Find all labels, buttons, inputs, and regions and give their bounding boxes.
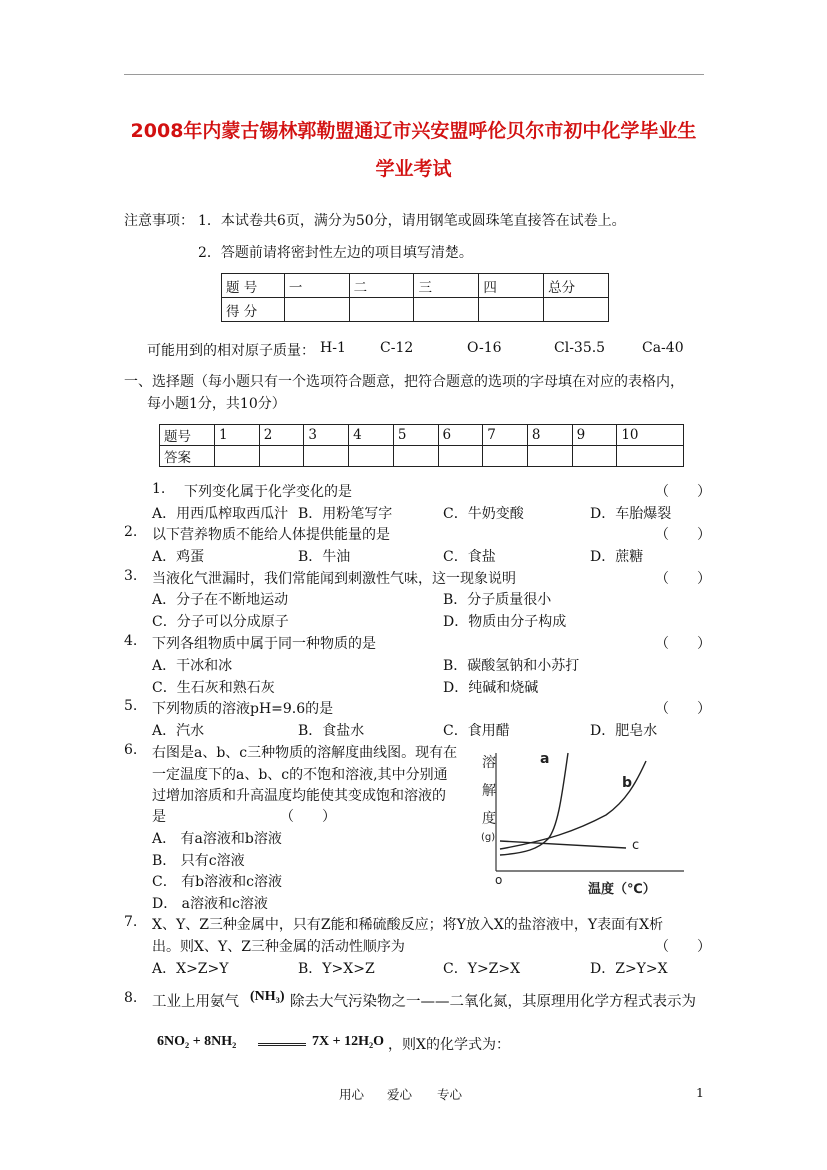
q1-option-b: B．用粉笔写字 [298, 506, 393, 522]
curve-a [500, 753, 568, 855]
answer-cell[interactable] [483, 446, 528, 467]
q5-answer-paren[interactable]: （ ） [655, 701, 711, 717]
q1-stem: 下列变化属于化学变化的是 [184, 484, 352, 500]
q6-option-c: C． 有b溶液和c溶液 [152, 874, 282, 890]
answer-cell[interactable] [438, 446, 483, 467]
score-table-cell: 三 [414, 274, 479, 298]
q4-option-a: A．干冰和冰 [152, 658, 233, 674]
q2-answer-paren[interactable]: （ ） [655, 527, 711, 543]
score-table-cell: 四 [479, 274, 544, 298]
curve-label-b: b [622, 775, 633, 791]
q6-answer-paren[interactable]: （ ） [280, 809, 336, 825]
q4-number: 4. [124, 633, 138, 649]
score-table-cell[interactable] [479, 298, 544, 322]
score-table-cell: 二 [349, 274, 414, 298]
answer-table-cell: 5 [393, 425, 438, 446]
score-table-cell: 题 号 [222, 274, 285, 298]
atomic-mass-o: O-16 [467, 340, 502, 356]
q3-stem: 当液化气泄漏时，我们常能闻到刺激性气味，这一现象说明 [152, 571, 516, 587]
q3-option-a: A．分子在不断地运动 [152, 592, 289, 608]
q2-option-d: D．蔗糖 [590, 549, 644, 565]
score-table-cell[interactable] [544, 298, 609, 322]
solubility-chart [476, 745, 700, 897]
q1-option-c: C．牛奶变酸 [443, 506, 524, 522]
notes-label: 注意事项： [124, 213, 194, 229]
q6-option-d: D． a溶液和c溶液 [152, 896, 268, 912]
atomic-mass-label: 可能用到的相对原子质量： [147, 343, 315, 359]
q6-option-b: B． 只有c溶液 [152, 853, 245, 869]
q3-option-d: D．物质由分子构成 [443, 614, 567, 630]
q7-option-c: C．Y>Z>X [443, 961, 521, 977]
footer-item: 专心 [437, 1087, 463, 1102]
q5-option-d: D．肥皂水 [590, 723, 658, 739]
answer-table-cell: 题号 [160, 425, 215, 446]
q4-answer-paren[interactable]: （ ） [655, 636, 711, 652]
answer-table-cell: 9 [572, 425, 617, 446]
q5-stem: 下列物质的溶液pH=9.6的是 [152, 701, 334, 717]
q8-nh3: (NH₃) [250, 989, 285, 1004]
score-table-cell[interactable] [349, 298, 414, 322]
answer-cell[interactable] [259, 446, 304, 467]
y-label-char: 溶 [482, 755, 496, 771]
q7-option-d: D．Z>Y>X [590, 961, 668, 977]
equation-arrow [258, 1043, 306, 1046]
score-table [221, 273, 609, 322]
answer-cell[interactable] [304, 446, 349, 467]
q6-line2: 一定温度下的a、b、c的不饱和溶液,其中分别通 [152, 767, 448, 783]
q7-option-a: A．X>Z>Y [152, 961, 229, 977]
answer-table-cell: 答案 [160, 446, 215, 467]
footer-item: 用心 [339, 1087, 365, 1102]
score-table-cell: 总分 [544, 274, 609, 298]
q6-option-a: A． 有a溶液和b溶液 [152, 831, 282, 847]
q5-number: 5. [124, 698, 138, 714]
q7-answer-paren[interactable]: （ ） [655, 939, 711, 955]
answer-cell[interactable] [617, 446, 684, 467]
y-label-unit: (g) [481, 832, 496, 843]
q4-option-c: C．生石灰和熟石灰 [152, 680, 275, 696]
q2-option-b: B．牛油 [298, 549, 351, 565]
q3-option-c: C．分子可以分成原子 [152, 614, 289, 630]
q4-option-b: B．碳酸氢钠和小苏打 [443, 658, 580, 674]
q1-option-a: A．用西瓜榨取西瓜汁 [152, 506, 289, 522]
q5-option-b: B．食盐水 [298, 723, 365, 739]
q5-option-c: C．食用醋 [443, 723, 510, 739]
answer-table-cell: 3 [304, 425, 349, 446]
q2-option-a: A．鸡蛋 [152, 549, 205, 565]
atomic-mass-ca: Ca-40 [642, 340, 684, 356]
notes-item-1: 1．本试卷共6页，满分为50分，请用钢笔或圆珠笔直接答在试卷上。 [198, 213, 626, 229]
section1-heading-line2: 每小题1分，共10分） [147, 396, 286, 412]
q6-line4: 是 [152, 809, 166, 825]
footer-item: 爱心 [387, 1087, 413, 1102]
x-axis-label: 温度（℃） [588, 882, 656, 897]
score-table-cell[interactable] [414, 298, 479, 322]
origin-label: o [495, 873, 503, 887]
atomic-mass-cl: Cl-35.5 [554, 340, 606, 356]
answer-table [159, 424, 684, 467]
q3-answer-paren[interactable]: （ ） [655, 571, 711, 587]
q6-line3: 过增加溶质和升高温度均能使其变成饱和溶液的 [152, 788, 446, 804]
answer-cell[interactable] [349, 446, 394, 467]
q4-stem: 下列各组物质中属于同一种物质的是 [152, 636, 376, 652]
answer-cell[interactable] [215, 446, 260, 467]
q4-option-d: D．纯碱和烧碱 [443, 680, 539, 696]
answer-table-cell: 4 [349, 425, 394, 446]
answer-cell[interactable] [527, 446, 572, 467]
score-table-cell: 一 [284, 274, 349, 298]
q8-line1-end: 除去大气污染物之一——二氧化氮，其原理用化学方程式表示为 [290, 994, 696, 1010]
q8-line1-start: 工业上用氨气 [152, 994, 239, 1010]
score-table-cell[interactable] [284, 298, 349, 322]
curve-c [500, 841, 626, 848]
atomic-mass-c: C-12 [380, 340, 414, 356]
answer-cell[interactable] [572, 446, 617, 467]
q3-option-b: B．分子质量很小 [443, 592, 552, 608]
q6-number: 6. [124, 742, 138, 758]
q2-number: 2. [124, 524, 138, 540]
y-label-char: 解 [482, 783, 496, 799]
page-title-line1: 2008年内蒙古锡林郭勒盟通辽市兴安盟呼伦贝尔市初中化学毕业生 [130, 120, 697, 142]
answer-table-cell: 6 [438, 425, 483, 446]
q6-line1: 右图是a、b、c三种物质的溶解度曲线图。现有在 [152, 745, 458, 761]
q8-tail: ，则X的化学式为： [388, 1037, 510, 1053]
notes-item-2: 2．答题前请将密封性左边的项目填写清楚。 [198, 245, 473, 261]
atomic-mass-h: H-1 [320, 340, 346, 356]
page-title-line2: 学业考试 [375, 158, 452, 180]
page-number: 1 [696, 1085, 704, 1100]
q5-option-a: A．汽水 [152, 723, 205, 739]
answer-table-cell: 1 [215, 425, 260, 446]
curve-label-c: c [632, 838, 640, 853]
curve-label-a: a [540, 751, 550, 767]
q7-number: 7. [124, 914, 138, 930]
q2-option-c: C．食盐 [443, 549, 496, 565]
q1-option-d: D．车胎爆裂 [590, 506, 672, 522]
q7-line1: X、Y、Z三种金属中，只有Z能和稀硫酸反应；将Y放入X的盐溶液中，Y表面有X析 [152, 917, 664, 933]
score-table-cell: 得 分 [222, 298, 285, 322]
q2-stem: 以下营养物质不能给人体提供能量的是 [152, 527, 390, 543]
equation-right: 7X + 12H₂O [312, 1034, 385, 1049]
q1-number: 1. [152, 481, 166, 497]
answer-table-cell: 7 [483, 425, 528, 446]
q8-number: 8. [124, 990, 138, 1006]
answer-cell[interactable] [393, 446, 438, 467]
y-label-char: 度 [482, 811, 496, 827]
q7-option-b: B．Y>X>Z [298, 961, 375, 977]
answer-table-cell: 2 [259, 425, 304, 446]
equation-left: 6NO₂ + 8NH₂ [157, 1034, 237, 1049]
answer-table-cell: 10 [617, 425, 684, 446]
header-rule [124, 74, 704, 75]
q3-number: 3. [124, 568, 138, 584]
answer-table-cell: 8 [527, 425, 572, 446]
section1-heading-line1: 一、选择题（每小题只有一个选项符合题意，把符合题意的选项的字母填在对应的表格内， [124, 374, 684, 390]
q7-line2: 出。则X、Y、Z三种金属的活动性顺序为 [152, 939, 405, 955]
q1-answer-paren[interactable]: （ ） [655, 484, 711, 500]
